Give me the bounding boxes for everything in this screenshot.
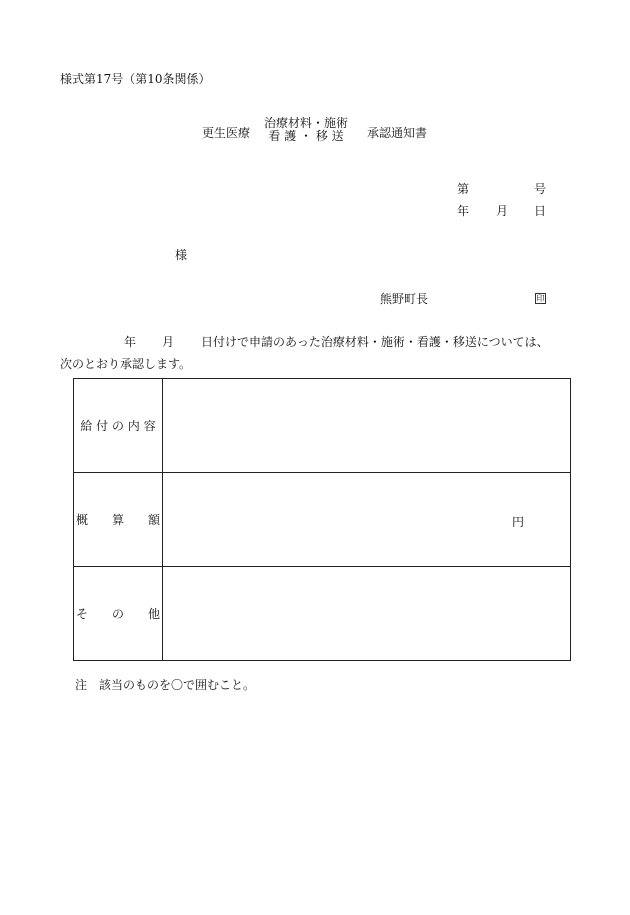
row-value-other [163, 567, 571, 661]
yen-unit: 円 [511, 515, 524, 529]
body-line1: 日付けで申請のあった治療材料・施術・看護・移送については、 [201, 335, 549, 349]
title-options-line2: 看 護 ・ 移 送 [268, 129, 344, 143]
form-number: 様式第17号（第10条関係） [60, 72, 211, 86]
seal-icon: 印 [536, 294, 545, 303]
body-month: 月 [162, 335, 175, 349]
title-suffix: 承認通知書 [367, 126, 428, 140]
title-prefix: 更生医療 [202, 126, 251, 140]
issuer: 熊野町長 [380, 292, 429, 306]
title-options [264, 117, 348, 143]
row-label-content: 給 付 の 内 容 [74, 379, 163, 473]
addressee-suffix: 様 [175, 248, 188, 262]
body-year: 年 [124, 335, 137, 349]
body-line2: 次のとおり承認します。 [60, 357, 192, 371]
approval-table [73, 378, 571, 661]
row-label-amount: 概 算 額 [74, 473, 163, 567]
date-month: 月 [496, 204, 509, 218]
note: 注 該当のものを〇で囲むこと。 [75, 678, 256, 692]
table-row [74, 473, 571, 567]
row-value-content [163, 379, 571, 473]
date-day: 日 [534, 204, 547, 218]
number-go: 号 [534, 182, 547, 196]
row-value-amount [163, 473, 571, 567]
title-options-line1: 治療材料・施術 [264, 116, 349, 130]
table-row [74, 567, 571, 661]
row-label-other: そ の 他 [74, 567, 163, 661]
table-row [74, 379, 571, 473]
number-dai: 第 [457, 182, 470, 196]
date-year: 年 [457, 204, 470, 218]
